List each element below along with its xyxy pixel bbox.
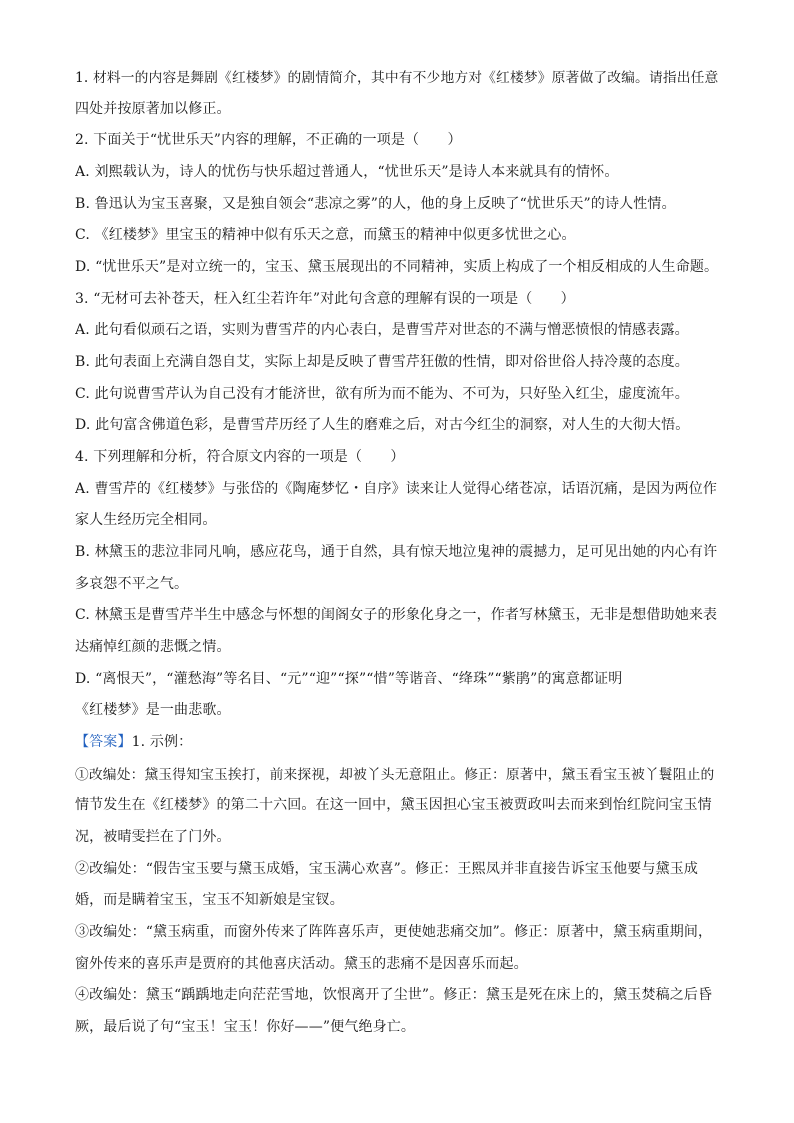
q3-option-c: C. 此句说曹雪芹认为自己没有才能济世，欲有所为而不能为、不可为，只好坠入红尘，虚度流年。 [75, 386, 689, 402]
answer-1-line-1: ①改编处：黛玉得知宝玉挨打，前来探视，却被丫头无意阻止。修正：原著中，黛玉看宝玉被丫鬟阻止的 [75, 767, 715, 783]
answer-heading-text: 1. 示例： [131, 734, 193, 750]
answer-1-line-3: 况，被晴雯拦在了门外。 [75, 829, 231, 845]
q2-option-c: C. 《红楼梦》里宝玉的精神中似有乐天之意，而黛玉的精神中似更多忧世之心。 [75, 227, 576, 243]
q4-option-a-line-1: A. 曹雪芹的《红楼梦》与张岱的《陶庵梦忆・自序》读来让人觉得心绪苍凉，话语沉痛，是因为两位作 [75, 481, 718, 497]
q4-option-a-line-2: 家人生经历完全相同。 [75, 512, 217, 528]
answer-tag: 【答案】 [75, 734, 132, 750]
q4-option-b-line-2: 多哀怨不平之气。 [75, 576, 189, 592]
q4-option-d-line-1: D. “离恨天”，“灌愁海”等名目、“元”“迎”“探”“惜”等谐音、“绛珠”“紫鹃”的寓意都证明 [75, 671, 623, 687]
answer-2-line-2: 婚，而是瞒着宝玉，宝玉不知新娘是宝钗。 [75, 892, 344, 908]
q3-option-a: A. 此句看似顽石之语，实则为曹雪芹的内心表白，是曹雪芹对世态的不满与憎恶愤恨的情感表露。 [75, 322, 689, 338]
answer-1-line-2: 情节发生在《红楼梦》的第二十六回。在这一回中，黛玉因担心宝玉被贾政叫去而来到怡红院问宝玉情 [75, 797, 712, 813]
q4-option-b-line-1: B. 林黛玉的悲泣非同凡响，感应花鸟，通于自然，具有惊天地泣鬼神的震撼力，足可见出她的内心有许 [75, 544, 718, 560]
q4-option-d-line-2: 《红楼梦》是一曲悲歌。 [75, 702, 231, 718]
answer-4-line-2: 厥，最后说了句“宝玉！宝玉！你好——”便气绝身亡。 [75, 1019, 416, 1035]
answer-2-line-1: ②改编处：“假告宝玉要与黛玉成婚，宝玉满心欢喜”。修正：王熙凤并非直接告诉宝玉他要与黛玉成 [75, 861, 699, 877]
q2-option-d: D. “忧世乐天”是对立统一的，宝玉、黛玉展现出的不同精神，实质上构成了一个相反相成的人生命题。 [75, 259, 719, 275]
q2-stem: 2. 下面关于“忧世乐天”内容的理解，不正确的一项是（ ） [75, 132, 462, 148]
q3-stem: 3. “无材可去补苍天，枉入红尘若许年”对此句含意的理解有误的一项是（ ） [75, 291, 575, 307]
q3-option-d: D. 此句富含佛道色彩，是曹雪芹历经了人生的磨难之后，对古今红尘的洞察，对人生的大彻大悟。 [75, 417, 690, 433]
q3-option-b: B. 此句表面上充满自怨自艾，实际上却是反映了曹雪芹狂傲的性情，即对俗世俗人持冷蔑的态度。 [75, 354, 689, 370]
q2-option-b: B. 鲁迅认为宝玉喜聚，又是独自领会“悲凉之雾”的人，他的身上反映了“忧世乐天”的诗人性情。 [75, 196, 676, 212]
q1-line-1: 1. 材料一的内容是舞剧《红楼梦》的剧情简介，其中有不少地方对《红楼梦》原著做了改编。请指出任意 [75, 70, 719, 86]
q1-line-2: 四处并按原著加以修正。 [75, 101, 231, 117]
q4-option-c-line-1: C. 林黛玉是曹雪芹半生中感念与怀想的闺阁女子的形象化身之一，作者写林黛玉，无非是想借助她来表 [75, 607, 718, 623]
answer-4-line-1: ④改编处：黛玉“踽踽地走向茫茫雪地，饮恨离开了尘世”。修正：黛玉是死在床上的，黛玉焚稿之后昏 [75, 987, 713, 1003]
q4-stem: 4. 下列理解和分析，符合原文内容的一项是（ ） [75, 449, 405, 465]
answer-heading [75, 731, 725, 751]
q2-option-a: A. 刘熙载认为，诗人的忧伤与快乐超过普通人，“忧世乐天”是诗人本来就具有的情怀。 [75, 164, 619, 180]
answer-3-line-2: 窗外传来的喜乐声是贾府的其他喜庆活动。黛玉的悲痛不是因喜乐而起。 [75, 956, 528, 972]
q4-option-c-line-2: 达痛悼红颜的悲慨之情。 [75, 639, 231, 655]
answer-3-line-1: ③改编处：“黛玉病重，而窗外传来了阵阵喜乐声，更使她悲痛交加”。修正：原著中，黛玉病重期间， [75, 924, 713, 940]
